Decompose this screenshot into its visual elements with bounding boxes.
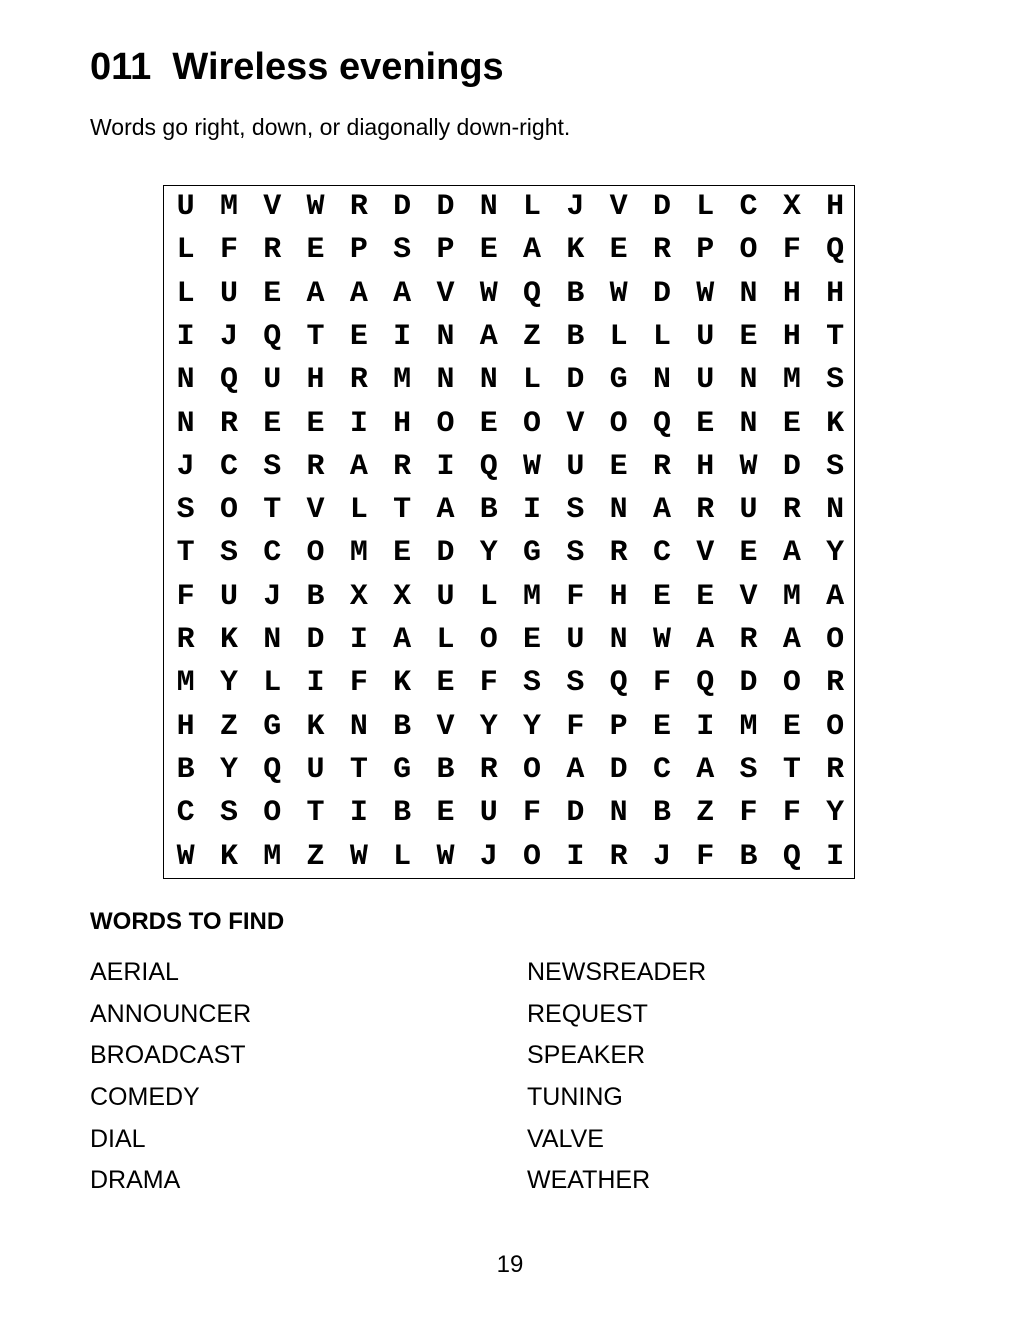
- word-item: AERIAL: [90, 958, 179, 986]
- grid-letter: A: [782, 536, 801, 571]
- grid-letter: S: [566, 493, 585, 528]
- grid-letter: B: [479, 493, 498, 528]
- grid-letter: R: [176, 623, 195, 657]
- grid-letter: G: [263, 709, 282, 744]
- grid-letter: Y: [479, 536, 498, 571]
- grid-letter: J: [566, 190, 585, 224]
- grid-letter: Q: [782, 839, 801, 874]
- grid-letter: N: [739, 363, 758, 398]
- grid-letter: E: [479, 406, 498, 441]
- grid-letter: W: [609, 276, 628, 311]
- grid-letter: E: [479, 233, 498, 268]
- grid-letter: Q: [219, 363, 238, 398]
- grid-letter: L: [652, 319, 671, 354]
- grid-letter: O: [739, 233, 758, 268]
- grid-letter: H: [826, 276, 845, 311]
- grid-letter: L: [393, 839, 412, 874]
- grid-letter: F: [566, 709, 585, 744]
- grid-letter: I: [349, 796, 368, 831]
- grid-letter: F: [739, 796, 758, 831]
- grid-row: [164, 749, 854, 792]
- grid-letter: E: [782, 406, 801, 441]
- grid-letter: M: [523, 579, 542, 614]
- grid-letter: L: [479, 579, 498, 614]
- grid-letter: K: [826, 406, 845, 441]
- grid-letter: D: [652, 190, 671, 224]
- grid-letter: E: [393, 536, 412, 571]
- grid-letter: L: [696, 190, 715, 224]
- grid-letter: O: [523, 839, 542, 874]
- grid-letter: U: [696, 363, 715, 398]
- grid-letter: X: [349, 579, 368, 614]
- grid-letter: U: [176, 190, 195, 224]
- grid-row: [164, 273, 854, 316]
- grid-row: [164, 836, 854, 879]
- grid-letter: A: [826, 579, 845, 614]
- grid-row: [164, 792, 854, 835]
- grid-letter: A: [782, 623, 801, 657]
- grid-letter: B: [176, 752, 195, 787]
- grid-letter: K: [219, 623, 238, 657]
- grid-letter: I: [349, 623, 368, 657]
- grid-letter: R: [652, 233, 671, 268]
- grid-letter: M: [782, 579, 801, 614]
- grid-letter: E: [696, 579, 715, 614]
- grid-letter: D: [782, 449, 801, 484]
- grid-letter: A: [652, 493, 671, 528]
- grid-letter: X: [782, 190, 801, 224]
- grid-letter: D: [436, 190, 455, 224]
- grid-letter: H: [696, 449, 715, 484]
- grid-letter: M: [219, 190, 238, 224]
- grid-letter: A: [696, 752, 715, 787]
- grid-letter: A: [349, 449, 368, 484]
- grid-letter: V: [739, 579, 758, 614]
- grid-letter: G: [609, 363, 628, 398]
- grid-letter: R: [609, 839, 628, 874]
- grid-letter: R: [826, 752, 845, 787]
- grid-row: [164, 576, 854, 619]
- grid-letter: E: [739, 536, 758, 571]
- grid-letter: Z: [219, 709, 238, 744]
- grid-letter: N: [739, 276, 758, 311]
- grid-letter: I: [436, 449, 455, 484]
- grid-letter: S: [826, 449, 845, 484]
- grid-letter: R: [263, 233, 282, 268]
- grid-letter: N: [739, 406, 758, 441]
- grid-letter: M: [349, 536, 368, 571]
- grid-letter: Y: [826, 796, 845, 831]
- grid-letter: O: [826, 623, 845, 657]
- grid-letter: H: [306, 363, 325, 398]
- grid-letter: Q: [609, 666, 628, 701]
- grid-letter: V: [306, 493, 325, 528]
- grid-letter: U: [566, 449, 585, 484]
- grid-letter: T: [393, 493, 412, 528]
- grid-letter: L: [176, 233, 195, 268]
- word-item: REQUEST: [527, 999, 648, 1028]
- grid-letter: B: [436, 752, 455, 787]
- grid-letter: E: [652, 709, 671, 744]
- word-item: DRAMA: [90, 1166, 181, 1195]
- grid-letter: F: [219, 233, 238, 268]
- grid-letter: Q: [263, 752, 282, 787]
- grid-letter: S: [523, 666, 542, 701]
- grid-letter: D: [393, 190, 412, 224]
- word-list-right-column: [527, 952, 706, 1202]
- grid-row: [164, 532, 854, 575]
- grid-letter: V: [436, 276, 455, 311]
- grid-letter: L: [523, 363, 542, 398]
- grid-letter: N: [479, 363, 498, 398]
- grid-letter: L: [609, 319, 628, 354]
- grid-letter: D: [566, 363, 585, 398]
- grid-letter: D: [306, 623, 325, 657]
- grid-letter: N: [176, 363, 195, 398]
- grid-letter: N: [176, 406, 195, 441]
- grid-letter: Q: [479, 449, 498, 484]
- grid-letter: S: [219, 796, 238, 831]
- word-item: ANNOUNCER: [90, 999, 252, 1028]
- grid-letter: R: [306, 449, 325, 484]
- grid-letter: V: [436, 709, 455, 744]
- grid-letter: W: [739, 449, 758, 484]
- grid-letter: F: [176, 579, 195, 614]
- grid-letter: D: [436, 536, 455, 571]
- grid-letter: N: [263, 623, 282, 657]
- grid-letter: C: [219, 449, 238, 484]
- grid-letter: A: [306, 276, 325, 311]
- grid-letter: L: [523, 190, 542, 224]
- grid-letter: I: [349, 406, 368, 441]
- grid-letter: J: [479, 839, 498, 874]
- grid-letter: R: [826, 666, 845, 701]
- word-item: DIAL: [90, 1124, 146, 1153]
- grid-letter: F: [696, 839, 715, 874]
- grid-letter: J: [176, 449, 195, 484]
- grid-letter: U: [739, 493, 758, 528]
- grid-letter: R: [739, 623, 758, 657]
- grid-letter: A: [349, 276, 368, 311]
- grid-letter: E: [306, 406, 325, 441]
- grid-letter: U: [263, 363, 282, 398]
- grid-letter: Z: [523, 319, 542, 354]
- grid-letter: D: [566, 796, 585, 831]
- grid-letter: F: [782, 233, 801, 268]
- grid-letter: U: [306, 752, 325, 787]
- grid-letter: I: [826, 839, 845, 874]
- grid-letter: Z: [306, 839, 325, 874]
- grid-letter: H: [393, 406, 412, 441]
- grid-letter: G: [393, 752, 412, 787]
- grid-letter: O: [523, 752, 542, 787]
- word-item: BROADCAST: [90, 1041, 246, 1070]
- grid-letter: E: [436, 796, 455, 831]
- grid-letter: W: [652, 623, 671, 657]
- grid-letter: E: [782, 709, 801, 744]
- grid-letter: E: [652, 579, 671, 614]
- grid-letter: D: [652, 276, 671, 311]
- grid-letter: V: [566, 406, 585, 441]
- grid-letter: I: [176, 319, 195, 354]
- grid-letter: S: [393, 233, 412, 268]
- word-item: TUNING: [527, 1083, 623, 1112]
- grid-letter: E: [263, 406, 282, 441]
- grid-letter: C: [176, 796, 195, 831]
- grid-letter: O: [523, 406, 542, 441]
- grid-row: [164, 706, 854, 749]
- grid-letter: I: [696, 709, 715, 744]
- page-number: 19: [496, 1251, 524, 1278]
- word-item: WEATHER: [527, 1166, 651, 1195]
- grid-letter: S: [739, 752, 758, 787]
- grid-letter: U: [219, 276, 238, 311]
- word-list-left-column: [90, 952, 251, 1202]
- grid-letter: I: [566, 839, 585, 874]
- grid-letter: E: [696, 406, 715, 441]
- grid-letter: W: [349, 839, 368, 874]
- grid-letter: K: [393, 666, 412, 701]
- grid-letter: K: [219, 839, 238, 874]
- grid-letter: B: [566, 319, 585, 354]
- grid-letter: U: [479, 796, 498, 831]
- grid-letter: R: [652, 449, 671, 484]
- grid-letter: Z: [696, 796, 715, 831]
- grid-letter: O: [436, 406, 455, 441]
- grid-letter: T: [263, 493, 282, 528]
- grid-letter: M: [263, 839, 282, 874]
- grid-letter: B: [739, 839, 758, 874]
- grid-letter: U: [436, 579, 455, 614]
- word-item: COMEDY: [90, 1083, 200, 1112]
- grid-letter: O: [219, 493, 238, 528]
- grid-row: [164, 619, 854, 662]
- grid-letter: T: [176, 536, 195, 571]
- grid-letter: L: [349, 493, 368, 528]
- grid-letter: L: [176, 276, 195, 311]
- grid-letter: W: [696, 276, 715, 311]
- grid-letter: Y: [219, 666, 238, 701]
- grid-letter: U: [696, 319, 715, 354]
- grid-letter: I: [393, 319, 412, 354]
- grid-letter: W: [436, 839, 455, 874]
- grid-letter: A: [393, 276, 412, 311]
- grid-letter: E: [739, 319, 758, 354]
- grid-letter: V: [696, 536, 715, 571]
- grid-letter: W: [176, 839, 195, 874]
- grid-letter: V: [609, 190, 628, 224]
- grid-letter: L: [263, 666, 282, 701]
- grid-letter: O: [479, 623, 498, 657]
- grid-letter: A: [436, 493, 455, 528]
- grid-letter: P: [609, 709, 628, 744]
- grid-letter: Y: [523, 709, 542, 744]
- grid-letter: O: [306, 536, 325, 571]
- grid-letter: N: [479, 190, 498, 224]
- grid-letter: Y: [219, 752, 238, 787]
- grid-letter: S: [219, 536, 238, 571]
- grid-letter: S: [176, 493, 195, 528]
- grid-row: [164, 446, 854, 489]
- grid-row: [164, 316, 854, 359]
- grid-letter: O: [782, 666, 801, 701]
- word-item: SPEAKER: [527, 1041, 646, 1070]
- grid-letter: D: [739, 666, 758, 701]
- word-item: NEWSREADER: [527, 958, 707, 986]
- grid-letter: H: [782, 276, 801, 311]
- grid-letter: V: [263, 190, 282, 224]
- grid-letter: E: [523, 623, 542, 657]
- grid-letter: F: [479, 666, 498, 701]
- grid-letter: S: [566, 666, 585, 701]
- grid-letter: R: [479, 752, 498, 787]
- grid-letter: B: [393, 796, 412, 831]
- grid-letter: W: [523, 449, 542, 484]
- grid-letter: Q: [652, 406, 671, 441]
- grid-letter: N: [436, 363, 455, 398]
- grid-letter: R: [349, 363, 368, 398]
- grid-letter: R: [349, 190, 368, 224]
- grid-row: [164, 359, 854, 402]
- grid-letter: C: [263, 536, 282, 571]
- grid-letter: P: [436, 233, 455, 268]
- grid-row: [164, 229, 854, 272]
- grid-letter: P: [696, 233, 715, 268]
- grid-letter: H: [176, 709, 195, 744]
- grid-letter: H: [609, 579, 628, 614]
- grid-letter: A: [523, 233, 542, 268]
- grid-letter: W: [479, 276, 498, 311]
- grid-letter: S: [263, 449, 282, 484]
- grid-letter: O: [826, 709, 845, 744]
- word-item: VALVE: [527, 1124, 604, 1153]
- grid-letter: C: [739, 190, 758, 224]
- grid-letter: N: [609, 623, 628, 657]
- grid-letter: A: [479, 319, 498, 354]
- grid-letter: A: [393, 623, 412, 657]
- grid-letter: S: [826, 363, 845, 398]
- grid-letter: R: [782, 493, 801, 528]
- grid-letter: T: [826, 319, 845, 354]
- grid-letter: E: [349, 319, 368, 354]
- grid-letter: E: [436, 666, 455, 701]
- grid-letter: M: [782, 363, 801, 398]
- grid-letter: M: [393, 363, 412, 398]
- grid-letter: J: [263, 579, 282, 614]
- grid-letter: P: [349, 233, 368, 268]
- grid-letter: E: [306, 233, 325, 268]
- grid-letter: K: [566, 233, 585, 268]
- grid-letter: L: [436, 623, 455, 657]
- grid-letter: N: [826, 493, 845, 528]
- grid-letter: M: [176, 666, 195, 701]
- grid-letter: N: [436, 319, 455, 354]
- grid-letter: I: [523, 493, 542, 528]
- grid-letter: E: [263, 276, 282, 311]
- grid-letter: B: [306, 579, 325, 614]
- grid-letter: M: [739, 709, 758, 744]
- grid-letter: T: [306, 319, 325, 354]
- grid-letter: A: [566, 752, 585, 787]
- grid-letter: C: [652, 752, 671, 787]
- grid-letter: A: [696, 623, 715, 657]
- puzzle-title: 011 Wireless evenings: [90, 46, 504, 88]
- grid-row: [164, 186, 854, 229]
- grid-letter: Y: [479, 709, 498, 744]
- grid-row: [164, 662, 854, 705]
- grid-letter: Q: [696, 666, 715, 701]
- words-to-find-heading: WORDS TO FIND: [90, 908, 285, 935]
- grid-letter: F: [349, 666, 368, 701]
- grid-letter: F: [782, 796, 801, 831]
- grid-letter: B: [566, 276, 585, 311]
- grid-letter: J: [652, 839, 671, 874]
- grid-letter: F: [566, 579, 585, 614]
- grid-letter: C: [652, 536, 671, 571]
- grid-letter: N: [652, 363, 671, 398]
- grid-letter: N: [609, 493, 628, 528]
- grid-letter: H: [826, 190, 845, 224]
- grid-letter: Q: [263, 319, 282, 354]
- puzzle-instructions: Words go right, down, or diagonally down-right.: [90, 114, 571, 140]
- grid-letter: N: [609, 796, 628, 831]
- grid-letter: E: [609, 233, 628, 268]
- grid-letter: B: [652, 796, 671, 831]
- grid-row: [164, 403, 854, 446]
- grid-letter: Q: [523, 276, 542, 311]
- grid-letter: X: [393, 579, 412, 614]
- grid-letter: U: [566, 623, 585, 657]
- grid-letter: F: [523, 796, 542, 831]
- grid-letter: R: [219, 406, 238, 441]
- grid-letter: B: [393, 709, 412, 744]
- grid-letter: R: [696, 493, 715, 528]
- grid-letter: W: [306, 190, 325, 224]
- grid-letter: H: [782, 319, 801, 354]
- grid-letter: R: [609, 536, 628, 571]
- grid-letter: T: [782, 752, 801, 787]
- grid-letter: T: [306, 796, 325, 831]
- grid-letter: U: [219, 579, 238, 614]
- grid-letter: J: [219, 319, 238, 354]
- grid-letter: G: [523, 536, 542, 571]
- grid-row: [164, 489, 854, 532]
- letter-grid: [163, 185, 855, 879]
- grid-letter: I: [306, 666, 325, 701]
- grid-letter: O: [263, 796, 282, 831]
- grid-letter: O: [609, 406, 628, 441]
- grid-letter: R: [393, 449, 412, 484]
- grid-letter: D: [609, 752, 628, 787]
- grid-letter: Y: [826, 536, 845, 571]
- grid-letter: Q: [826, 233, 845, 268]
- grid-letter: K: [306, 709, 325, 744]
- grid-letter: T: [349, 752, 368, 787]
- grid-letter: E: [609, 449, 628, 484]
- grid-letter: S: [566, 536, 585, 571]
- grid-letter: F: [652, 666, 671, 701]
- grid-letter: N: [349, 709, 368, 744]
